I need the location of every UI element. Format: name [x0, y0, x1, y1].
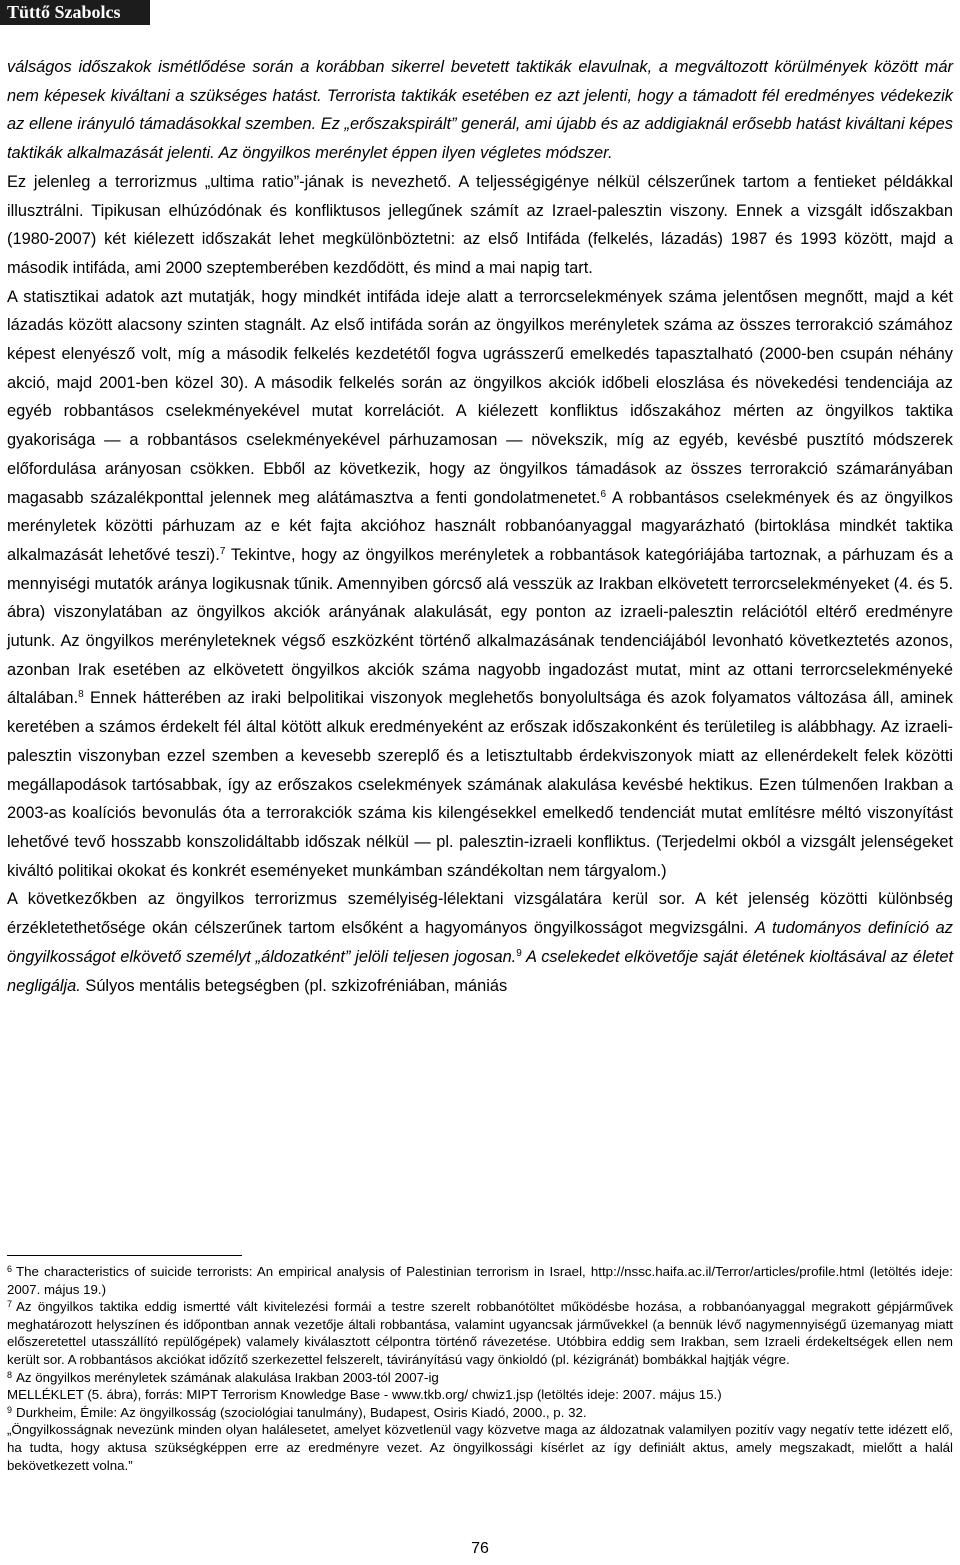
paragraph-3 — [7, 283, 953, 886]
paragraph-4-text-2: Súlyos mentális betegségben (pl. szkizofréniában, mániás — [80, 976, 508, 995]
footnote-6 — [7, 1263, 953, 1298]
running-header-author: Tüttő Szabolcs — [0, 0, 150, 25]
paragraph-3-text-2: A robbantásos cselekmények és az öngyilkos merényletek közötti párhuzam az e két fajta akcióhoz használt robbanóanyaggal magyarázható (birtoklása mindkét taktika alkalmazását lehetővé teszi). — [7, 488, 953, 564]
paragraph-1-italic: válságos időszakok ismétlődése során a korábban sikerrel bevetett taktikák elavulnak, a megváltozott körülmények között már nem képesek kiváltani a szükséges hatást. Terrorista taktikák esetében ez azt jelenti, hogy a támadott fél eredményes védekezik az ellene irányuló támadásokkal szemben. Ez „erőszakspirált” generál, ami újabb és az addigiaknál erősebb hatást kiváltani képes taktikák alkalmazását jelenti. Az öngyilkos merénylet éppen ilyen végletes módszer. — [7, 58, 953, 163]
paragraph-3-text-1: A statisztikai adatok azt mutatják, hogy mindkét intifáda ideje alatt a terrorcselekmények száma jelentősen megnőtt, majd a két lázadás között alacsony szinten stagnált. Az első intifáda során az öngyilkos merényletek száma az összes terrorakció számához képest elenyésző volt, míg a második felkelés kezdetétől fogva ugrásszerű emelkedés tapasztalható (2000-ben csupán néhány akció, majd 2001-ben közel 30). A második felkelés során az öngyilkos akciók időbeli eloszlása és növekedési tendenciája az egyéb robbantásos cselekményekével mutat korrelációt. A kiélezett konfliktus időszakához mérten az öngyilkos taktika gyakorisága — a robbantásos cselekményekével párhuzamosan — növekszik, míg az egyéb, kevésbé pusztító módszerek előfordulása arányosan csökken. Ebből az következik, hogy az öngyilkos támadások az összes terrorakció számarányában magasabb százalékponttal jelennek meg alátámasztva a fenti gondolatmenetet. — [7, 287, 953, 507]
paragraph-3-text-4: Ennek hátterében az iraki belpolitikai viszonyok meglehetős bonyolultsága és azok folyamatos változása áll, aminek keretében a számos érdekelt fél által kötött alkuk eredményeként az erőszak időszakonként és területileg is alábbhagy. Az izraeli-palesztin viszonyban ezzel szemben a kevesebb szereplő és a letisztultabb érdekviszonyok miatt az ellenérdekelt felek közötti megállapodások tartósabbak, így az erőszakos cselekmények számának alakulása kevésbé hektikus. Ezen túlmenően Irakban a 2003-as koalíciós bevonulás óta a terrorakciók száma kis kilengésekkel emelkedő tendenciát mutat említésre méltó viszonyítást lehetővé tevő hosszabb konszolidáltabb időszak nélkül — pl. palesztin-izraeli konfliktus. (Terjedelmi okból a vizsgált jelenségeket kiváltó politikai okokat és konkrét eseményeket munkámban szándékoltan nem tárgyalom.) — [7, 689, 953, 880]
paragraph-3-text-3: Tekintve, hogy az öngyilkos merényletek a robbantások kategóriájába tartoznak, a párhuzam és a mennyiségi mutatók aránya logikusnak tűnik. Amennyiben górcső alá vesszük az Irakban elkövetett terrorcselekményeket (4. és 5. ábra) viszonylatában az öngyilkos akciók arányának alakulását, egy ponton az izraeli-palesztin relációtól eltérő eredményre jutunk. Az öngyilkos merényleteknek végső eszközként történő alkalmazásának tendenciájából levonható következtetés azonos, azonban Irak esetében az elkövetett öngyilkos akciók száma nagyobb ingadozást mutat, mint az ottani terrorcselekményeké általában. — [7, 545, 953, 708]
footnote-text: Az öngyilkos taktika eddig ismertté vált kivitelezési formái a testre szerelt robbanótöltet működésbe hozása, a robbanóanyaggal megrakott gépjárművek meghatározott helyszínen és időpontban annak vezetője általi robbantása, valamint ugyancsak járművekkel (a bennük lévő nagymennyiségű üzemanyag miatt előszeretettel utasszállító repülőgépek) valamely kiválasztott célpontra történő rávezetése. Utóbbira eddig sem Irakban, sem Izraeli érdekeltségek ellen nem került sor. A robbantásos akciókat időzítő szerkezettel felszerelt, távirányítású vagy önkioldó (pl. kézigránát) bombákkal hajtják végre. — [7, 1299, 953, 1367]
footnote-text: Az öngyilkos merényletek számának alakulása Irakban 2003-tól 2007-ig — [16, 1369, 439, 1385]
footnote-ref-7[interactable]: 7 — [219, 545, 226, 557]
footnote-number: 6 — [7, 1264, 13, 1274]
paragraph-4 — [7, 885, 953, 1000]
footnotes — [7, 1263, 953, 1474]
footnote-separator — [7, 1255, 242, 1256]
paragraph-4-italic-1: A tudományos definíció az öngyilkosságot elkövető személyt „áldozatként” jelöli teljesen jogosan. — [7, 919, 953, 966]
paragraph-4-text-1: A következőkben az öngyilkos terrorizmus személyiség-lélektani vizsgálatára kerül sor. A két jelenség közötti különbség érzékletethetősége okán célszerűnek tartom elsőként a hagyományos öngyilkosságot megvizsgálni. — [7, 890, 953, 938]
footnote-text: „Öngyilkosságnak nevezünk minden olyan halálesetet, amelyet közvetlenül vagy közvetve maga az áldozatnak valamilyen pozitív vagy negatív tette idézett elő, ha tudta, hogy aktusa szükségképpen erre az eredményre vezet. Az öngyilkossági kísérlet az így definiált aktus, amely megszakadt, mielőtt a halál bekövetkezett volna.” — [7, 1422, 953, 1473]
footnote-8 — [7, 1369, 953, 1387]
footnote-7 — [7, 1298, 953, 1368]
body-text — [7, 53, 953, 1000]
footnote-text: MELLÉKLET (5. ábra), forrás: MIPT Terrorism Knowledge Base - www.tkb.org/ chwiz1.jsp (letöltés ideje: 2007. május 15.) — [7, 1387, 722, 1403]
footnote-number: 8 — [7, 1369, 13, 1380]
footnote-number: 7 — [7, 1299, 13, 1310]
footnote-8-continuation — [7, 1386, 953, 1404]
paragraph-1 — [7, 53, 953, 168]
footnote-9 — [7, 1404, 953, 1422]
footnote-9-continuation — [7, 1421, 953, 1474]
paragraph-2 — [7, 168, 953, 283]
footnote-number: 9 — [7, 1404, 13, 1415]
footnote-ref-8[interactable]: 8 — [78, 689, 84, 701]
footnote-ref-9[interactable]: 9 — [516, 947, 522, 959]
page-number: 76 — [471, 1540, 489, 1557]
footnote-text: The characteristics of suicide terrorists: An empirical analysis of Palestinian terrorism in Israel, http://nssc.haifa.ac.il/Terror/articles/profile.html (letöltés ideje: 2007. május 19.) — [7, 1264, 953, 1297]
footnote-text: Durkheim, Émile: Az öngyilkosság (szociológiai tanulmány), Budapest, Osiris Kiadó, 2000., p. 32. — [16, 1404, 587, 1420]
paragraph-4-italic-2: A cselekedet elkövetője saját életének kioltásával az életet negligálja. — [7, 947, 953, 995]
paragraph-2-text: Ez jelenleg a terrorizmus „ultima ratio”-jának is nevezhető. A teljességigénye nélkül célszerűnek tartom a fentieket példákkal illusztrálni. Tipikusan elhúzódónak és konfliktusos jellegűnek számít az Izrael-palesztin viszony. Ennek a vizsgált időszakban (1980-2007) két kiélezett időszakát lehet megkülönböztetni: az első Intifáda (felkelés, lázadás) 1987 és 1993 között, majd a második intifáda, ami 2000 szeptemberében kezdődött, és mind a mai napig tart. — [7, 172, 953, 277]
footnote-ref-6[interactable]: 6 — [600, 488, 607, 500]
